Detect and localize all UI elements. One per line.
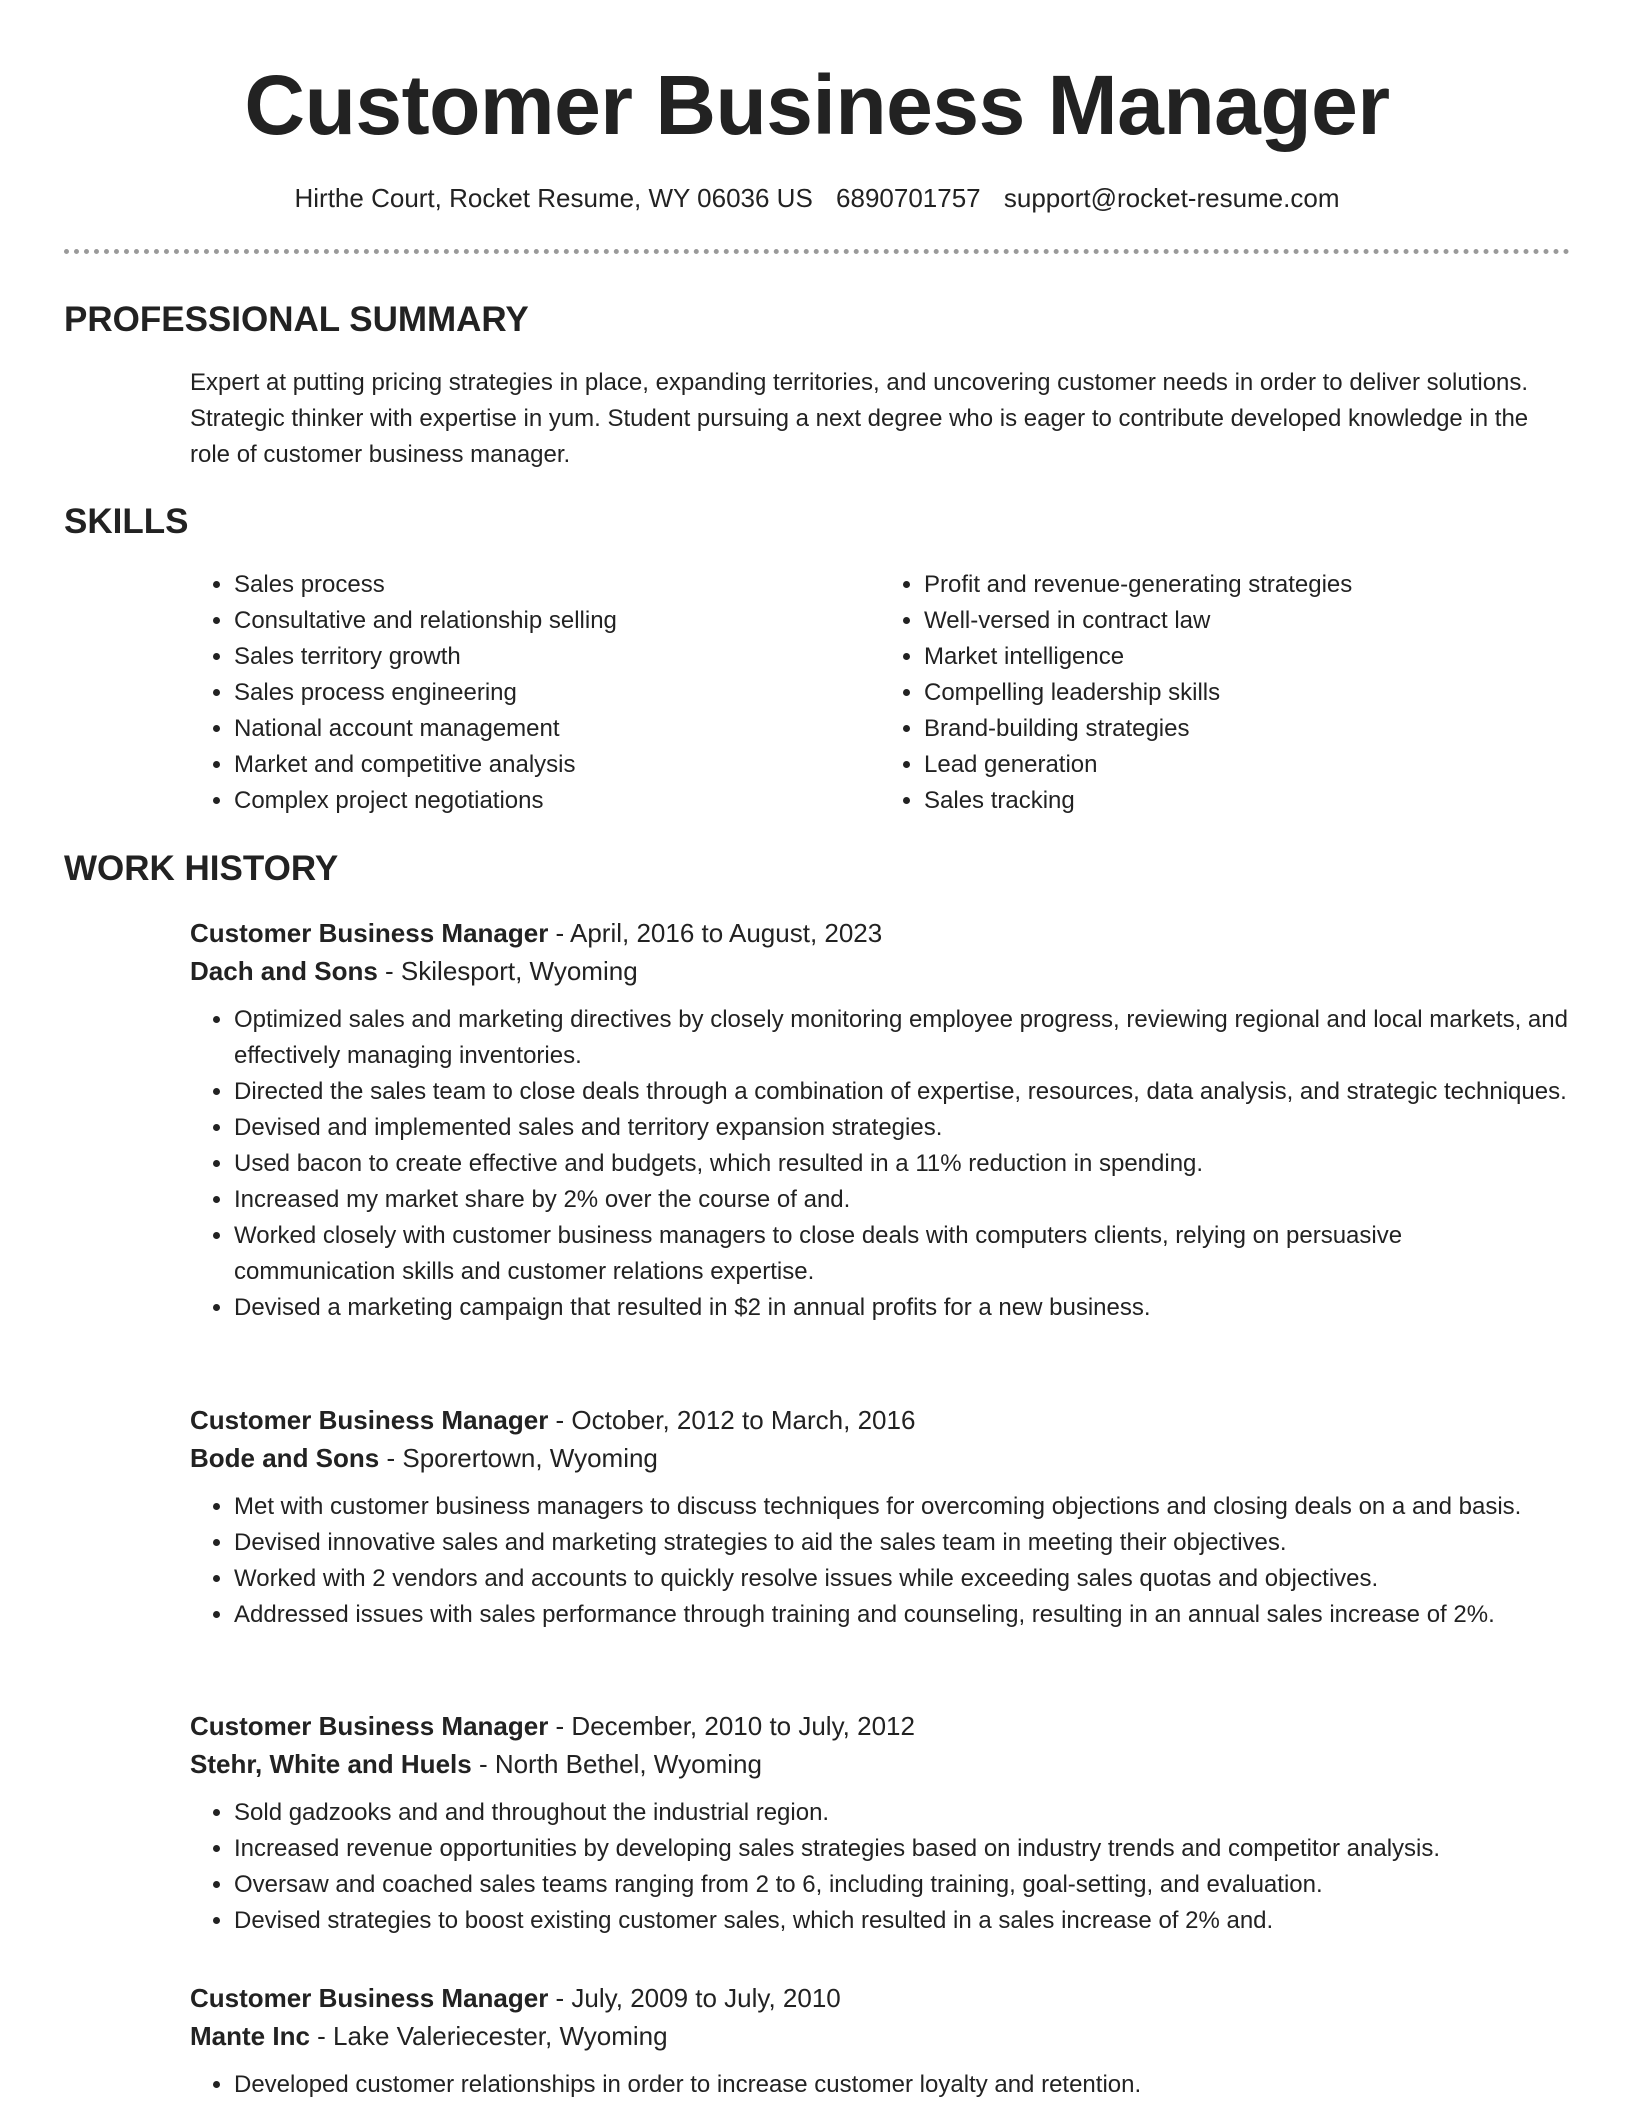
job-title-line [190,1979,1570,2017]
section-title-skills: SKILLS [64,502,189,541]
skills-column-left [190,567,880,819]
job-bullets [190,1795,1570,1939]
job-bullet: • Developed customer relationships in order to increase customer loyalty and retention. [234,2067,1570,2103]
job-bullet: • Devised innovative sales and marketing strategies to aid the sales team in meeting their objectives. [234,1525,1570,1561]
job-company-line [190,1745,1570,1783]
job-bullet: • Devised strategies to boost existing customer sales, which resulted in a sales increase of 2% and. [234,1903,1570,1939]
section-title-work: WORK HISTORY [64,849,339,888]
job-bullets [190,1002,1570,1326]
job-entry [190,1979,1570,2103]
job-title-line [190,1401,1570,1439]
skill-item: • Market and competitive analysis [234,747,880,783]
skill-item: • Well-versed in contract law [924,603,1570,639]
skill-item: • Sales territory growth [234,639,880,675]
job-bullet: • Oversaw and coached sales teams ranging from 2 to 6, including training, goal-setting, and evaluation. [234,1867,1570,1903]
header-divider [64,249,1570,254]
job-company: Dach and Sons [190,956,378,986]
job-entry [190,1401,1570,1633]
job-role: Customer Business Manager [190,1711,549,1741]
job-role: Customer Business Manager [190,918,549,948]
job-bullets [190,2067,1570,2103]
job-bullet: • Optimized sales and marketing directives by closely monitoring employee progress, reviewing regional and local markets, and effectively managing inventories. [234,1002,1570,1074]
job-dates: - October, 2012 to March, 2016 [548,1405,916,1435]
job-location: - Sporertown, Wyoming [379,1443,658,1473]
job-bullet: • Addressed issues with sales performance through training and counseling, resulting in an annual sales increase of 2%. [234,1597,1570,1633]
job-dates: - April, 2016 to August, 2023 [548,918,883,948]
job-bullet: • Met with customer business managers to discuss techniques for overcoming objections and closing deals on a and basis. [234,1489,1570,1525]
job-bullet: • Devised and implemented sales and territory expansion strategies. [234,1110,1570,1146]
skill-item: • Complex project negotiations [234,783,880,819]
job-bullet: • Worked closely with customer business managers to close deals with computers clients, relying on persuasive communication skills and customer relations expertise. [234,1218,1570,1290]
skill-item: • Brand-building strategies [924,711,1570,747]
job-bullets [190,1489,1570,1633]
skill-item: • Compelling leadership skills [924,675,1570,711]
job-title-line [190,914,1570,952]
skill-item: • Lead generation [924,747,1570,783]
skill-item: • Sales process engineering [234,675,880,711]
contact-phone: 6890701757 [836,183,981,213]
job-bullet: • Sold gadzooks and and throughout the industrial region. [234,1795,1570,1831]
contact-address: Hirthe Court, Rocket Resume, WY 06036 US [294,183,813,213]
job-dates: - December, 2010 to July, 2012 [548,1711,915,1741]
section-title-summary: PROFESSIONAL SUMMARY [64,300,529,339]
job-title-line [190,1707,1570,1745]
job-bullet: • Directed the sales team to close deals through a combination of expertise, resources, data analysis, and strategic techniques. [234,1074,1570,1110]
job-entry [190,1707,1570,1939]
skill-item: • National account management [234,711,880,747]
candidate-name: Customer Business Manager [244,58,1390,152]
job-company-line [190,1439,1570,1477]
job-dates: - July, 2009 to July, 2010 [548,1983,841,2013]
job-bullet: • Increased revenue opportunities by developing sales strategies based on industry trends and competitor analysis. [234,1831,1570,1867]
job-role: Customer Business Manager [190,1983,549,2013]
job-bullet: • Increased my market share by 2% over the course of and. [234,1182,1570,1218]
skill-item: • Sales process [234,567,880,603]
job-location: - North Bethel, Wyoming [471,1749,762,1779]
job-company-line [190,2017,1570,2055]
job-bullet: • Devised a marketing campaign that resulted in $2 in annual profits for a new business. [234,1290,1570,1326]
job-entry [190,914,1570,1326]
skill-item: • Profit and revenue-generating strategies [924,567,1570,603]
skills-column-right [880,567,1570,819]
job-bullet: • Worked with 2 vendors and accounts to quickly resolve issues while exceeding sales quotas and objectives. [234,1561,1570,1597]
job-company-line [190,952,1570,990]
contact-email: support@rocket-resume.com [1003,183,1340,213]
skill-item: • Market intelligence [924,639,1570,675]
job-company: Mante Inc [190,2021,310,2051]
job-company: Bode and Sons [190,1443,380,1473]
skill-item: • Sales tracking [924,783,1570,819]
job-location: - Skilesport, Wyoming [377,956,638,986]
skills-list [190,567,1570,819]
job-role: Customer Business Manager [190,1405,549,1435]
job-location: - Lake Valeriecester, Wyoming [309,2021,668,2051]
job-bullet: • Used bacon to create effective and budgets, which resulted in a 11% reduction in spending. [234,1146,1570,1182]
summary-text: Expert at putting pricing strategies in place, expanding territories, and uncovering customer needs in order to deliver solutions. Strategic thinker with expertise in yum. Student pursuing a next degree who is eager to contribute developed knowledge in the role of customer business manager. [190,369,1529,468]
job-company: Stehr, White and Huels [190,1749,472,1779]
skill-item: • Consultative and relationship selling [234,603,880,639]
contact-line [64,180,1570,216]
